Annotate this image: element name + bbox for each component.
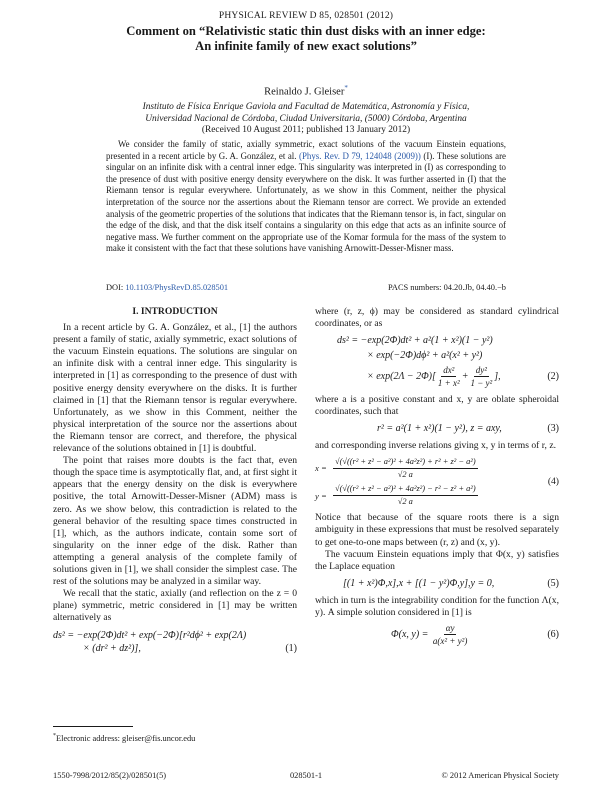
paper-title	[60, 24, 552, 54]
equation-4-y-fraction: $\frac{\text{√(√((r² + z² − a²)² + 4a²z²) − r² − z² + a²)}}{√2 a}$	[335, 484, 476, 507]
equation-1-line-1: ds² = −exp(2Φ)dt² + exp(−2Φ)[r²dϕ² + exp(2Λ)	[53, 630, 247, 642]
right-paragraph-5: The vacuum Einstein equations imply that Φ(x, y) satisfies the Laplace equation	[315, 548, 559, 572]
abstract	[106, 139, 506, 255]
section-heading-introduction: I. INTRODUCTION	[132, 306, 218, 317]
author-footnote-mark[interactable]: *	[344, 84, 348, 92]
intro-paragraph-3: We recall that the static, axially (and reflection on the z = 0 plane) symmetric, metric considered in [1] may be written alternatively as	[53, 588, 297, 624]
equation-4-number: (4)	[547, 476, 559, 488]
received-date: (Received 10 August 2011; published 13 January 2012)	[201, 125, 411, 135]
right-paragraph-4: Notice that because of the square roots there is a sign ambiguity in these expressions that must be resolved separately to get one-to-one maps between (r, z) and (x, y).	[315, 512, 559, 548]
equation-5-text: [(1 + x²)Φ,x],x + [(1 − y²)Φ,y],y = 0,	[343, 577, 495, 589]
footnote-rule	[53, 726, 133, 727]
footnote-mark: *	[53, 733, 56, 739]
doi-link[interactable]: 10.1103/PhysRevD.85.028501	[125, 283, 229, 292]
abstract-text-2: (I). These solutions are singular on an infinite disk with a central inner edge. This singularity was interpreted in (I) as corresponding to the presence of dust with positive energy density everywhere on the disk. It was further asserted in (I) that the Riemann tensor is regular everywhere. Unfortunately, as we show in this Comment, neither the physical interpretation of the source nor the assertions about the Riemann tensor are correct. We provide an extended analysis of the geometric properties of the solutions that indicates that the Riemann tensor is, in fact, singular on the edge of the disk, and that the disk itself contains a singularity on this edge that acts as an infinite source of negative mass. We further comment on the appropriate use of the Komar formula for the mass of the system to make it consistent with the fact that these solutions have vanishing Arnowitt-Desser-Misner mass.	[106, 150, 506, 254]
abstract-text-1: We consider the family of static, axially symmetric, exact solutions of the vacuum Einstein equations, presented in a recent article by G. A. González, et al.	[106, 139, 506, 161]
title-line-2: An infinite family of new exact solutions”	[195, 39, 417, 53]
right-paragraph-1: where (r, z, ϕ) may be considered as standard cylindrical coordinates, or as	[315, 306, 559, 330]
doi-label: DOI:	[106, 283, 126, 292]
footer-code: 1550-7998/2012/85(2)/028501(5)	[53, 771, 167, 780]
equation-1-number: (1)	[285, 642, 297, 654]
equation-2-line-3a: × exp(2Λ − 2Φ)[	[367, 371, 436, 383]
equation-1-line-2: × (dr² + dz²)],	[83, 642, 141, 654]
equation-4-x-fraction: $\frac{\text{√(√((r² + z² − a²)² + 4a²z²) + r² + z² − a²)}}{√2 a}$	[335, 456, 476, 480]
equation-6-lhs: Φ(x, y) =	[391, 628, 429, 640]
affiliation	[60, 101, 552, 125]
title-line-1: Comment on “Relativistic static thin dust disks with an inner edge:	[126, 24, 486, 38]
abstract-reference-link[interactable]: (Phys. Rev. D 79, 124048 (2009))	[299, 150, 421, 161]
author-name: Reinaldo J. Gleiser	[264, 86, 345, 98]
equation-1	[53, 630, 297, 654]
equation-3-text: r² = a²(1 + x²)(1 − y²), z = axy,	[377, 422, 502, 434]
equation-6-fraction: $\frac{\alpha y}{\text{a(x² + y²)}}$	[432, 623, 468, 647]
intro-paragraph-2: The point that raises more doubts is the fact that, even though the space time is asymptotically flat, and, at first sight it appears that the energy density on the disk is everywhere positive, the total Arnowitt-Desser-Misner (ADM) mass is zero. As we show below, this contradiction is related to the general behavior of the resulting space times constructed in [1], which, as the authors indicate, contain some sort of singularity on the inner edge of the disk. Rather than attempting a general analysis of the complete family of solutions given in [1], we shall consider the simplest case. The rest of the solutions may be analyzed in a similar way.	[53, 455, 297, 588]
equation-3-number: (3)	[547, 422, 559, 434]
footer-page-number: 028501-1	[289, 771, 323, 780]
equation-3	[315, 423, 559, 435]
left-column	[53, 306, 297, 655]
pacs-numbers: PACS numbers: 04.20.Jb, 04.40.−b	[388, 283, 506, 292]
equation-2-number: (2)	[547, 370, 559, 382]
doi	[106, 283, 228, 292]
equation-5-number: (5)	[547, 577, 559, 589]
right-column	[315, 306, 559, 650]
equation-2	[315, 335, 559, 389]
equation-2-plus: +	[461, 371, 469, 383]
equation-4-x-lhs: x =	[315, 463, 327, 474]
equation-2-fraction-1: $\frac{\text{dx²}}{\text{1 + x²}}$	[437, 365, 460, 389]
equation-2-line-3b: ],	[494, 371, 501, 383]
footnote	[53, 733, 195, 743]
equation-6-number: (6)	[547, 628, 559, 640]
equation-5	[315, 578, 559, 590]
affiliation-line-1: Instituto de Física Enrique Gaviola and Facultad de Matemática, Astronomía y Física,	[142, 102, 470, 112]
equation-2-line-2: × exp(−2Φ)dϕ² + a²(x² + y²)	[367, 350, 483, 362]
affiliation-line-2: Universidad Nacional de Córdoba, Ciudad Universitaria, (5000) Córdoba, Argentina	[145, 114, 467, 124]
author	[0, 84, 612, 98]
equation-4	[315, 456, 559, 508]
right-paragraph-3: and corresponding inverse relations giving x, y in terms of r, z.	[315, 439, 557, 451]
equation-2-line-1: ds² = −exp(2Φ)dt² + a²(1 + x²)(1 − y²)	[337, 335, 493, 347]
equation-6	[315, 622, 559, 647]
right-paragraph-6: which in turn is the integrability condition for the function Λ(x, y). A simple solution considered in [1] is	[315, 594, 559, 618]
equation-2-fraction-2: $\frac{\text{dy²}}{\text{1 − y²}}$	[470, 365, 493, 389]
intro-paragraph-1: In a recent article by G. A. González, et al., [1] the authors present a family of static, axially symmetric, exact solutions of the vacuum Einstein equations. The solutions are singular on an infinite disk with a central inner edge. This singularity is interpreted in [1] as corresponding to the presence of dust with positive energy density everywhere on the disks. It is further claimed in [1] that the Riemann tensor is regular everywhere. Unfortunately, as we show in this Comment, neither the physical interpretation of the source nor the assertions about the Riemann tensor are correct, and therefore, the physical relevance of the solutions obtained in [1] is doubtful.	[53, 322, 297, 455]
right-paragraph-2: where a is a positive constant and x, y are oblate spheroidal coordinates, such that	[315, 393, 559, 417]
footnote-text: Electronic address: gleiser@fis.uncor.edu	[56, 733, 196, 743]
footer-copyright: © 2012 American Physical Society	[441, 771, 559, 780]
equation-4-y-lhs: y =	[315, 490, 327, 501]
journal-header: PHYSICAL REVIEW D 85, 028501 (2012)	[218, 11, 394, 21]
